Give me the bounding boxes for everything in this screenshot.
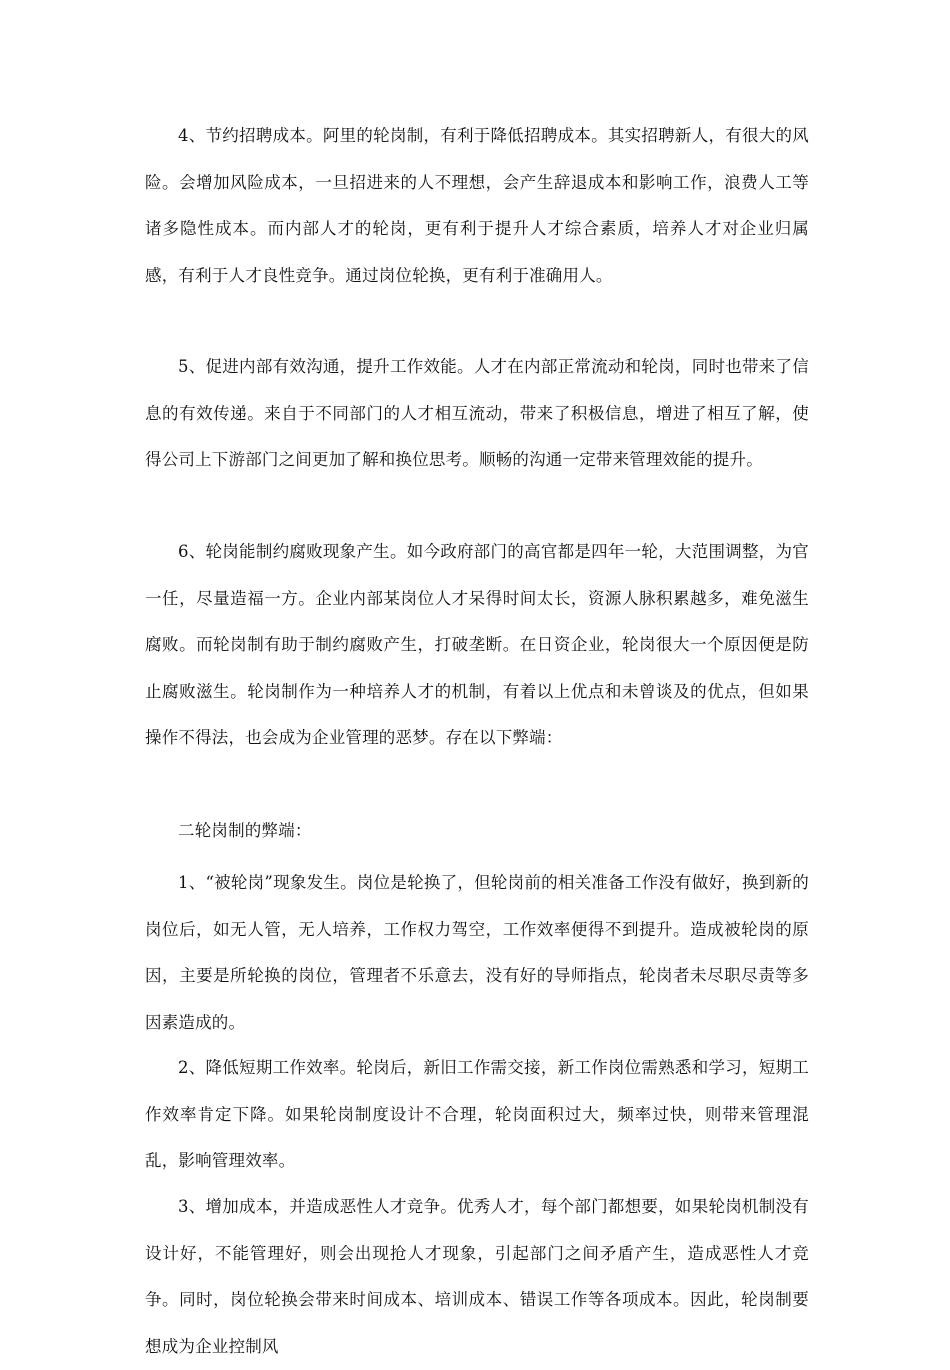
section-heading-drawbacks: 二轮岗制的弊端： <box>178 821 312 840</box>
paragraph-drawback-1: 1、“被轮岗”现象发生。岗位是轮换了，但轮岗前的相关准备工作没有做好，换到新的岗位后，如无人管，无人培养，工作权力驾空，工作效率便得不到提升。造成被轮岗的原因，主要是所轮换的岗位，管理者不乐意去，没有好的导师指点，轮岗者未尽职尽责等多因素造成的。 <box>145 873 809 1032</box>
paragraph-point-6: 6、轮岗能制约腐败现象产生。如今政府部门的高官都是四年一轮，大范围调整，为官一任，尽量造福一方。企业内部某岗位人才呆得时间太长，资源人脉积累越多，难免滋生腐败。而轮岗制有助于制约腐败产生，打破垄断。在日资企业，轮岗很大一个原因便是防止腐败滋生。轮岗制作为一种培养人才的机制，有着以上优点和未曾谈及的优点，但如果操作不得法，也会成为企业管理的恶梦。存在以下弊端： <box>145 542 809 747</box>
paragraph-drawback-2: 2、降低短期工作效率。轮岗后，新旧工作需交接，新工作岗位需熟悉和学习，短期工作效率肯定下降。如果轮岗制度设计不合理，轮岗面积过大，频率过快，则带来管理混乱，影响管理效率。 <box>145 1058 809 1170</box>
paragraph-point-5: 5、促进内部有效沟通，提升工作效能。人才在内部正常流动和轮岗，同时也带来了信息的有效传递。来自于不同部门的人才相互流动，带来了积极信息，增进了相互了解，使得公司上下游部门之间更加了解和换位思考。顺畅的沟通一定带来管理效能的提升。 <box>145 357 809 469</box>
paragraph-drawback-3: 3、增加成本，并造成恶性人才竞争。优秀人才，每个部门都想要，如果轮岗机制没有设计好，不能管理好，则会出现抢人才现象，引起部门之间矛盾产生，造成恶性人才竞争。同时，岗位轮换会带来时间成本、培训成本、错误工作等各项成本。因此，轮岗制要想成为企业控制风 <box>145 1197 809 1356</box>
paragraph-point-4: 4、节约招聘成本。阿里的轮岗制，有利于降低招聘成本。其实招聘新人，有很大的风险。会增加风险成本，一旦招进来的人不理想，会产生辞退成本和影响工作，浪费人工等诸多隐性成本。而内部人才的轮岗，更有利于提升人才综合素质，培养人才对企业归属感，有利于人才良性竞争。通过岗位轮换，更有利于准确用人。 <box>145 126 809 285</box>
